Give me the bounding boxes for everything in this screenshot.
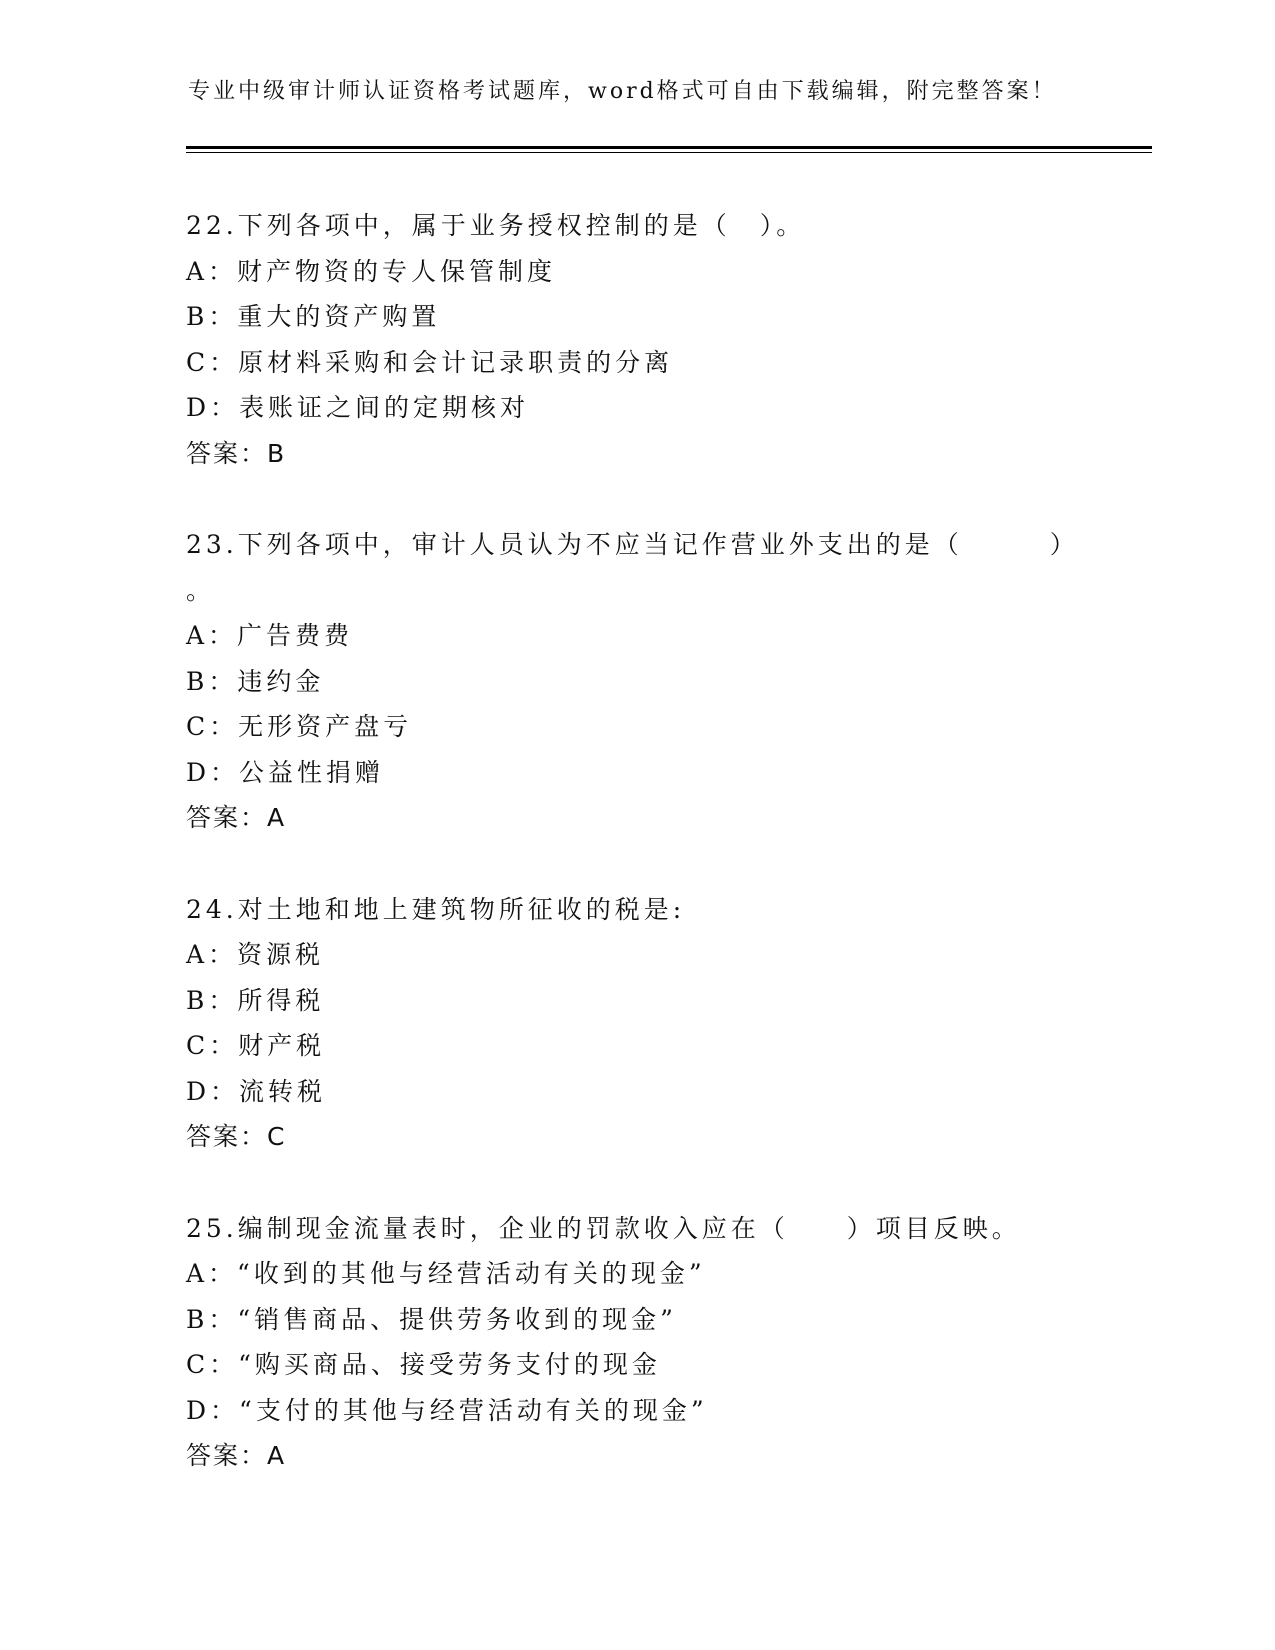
- option-c: C：财产税: [186, 1031, 326, 1060]
- header-divider: [186, 146, 1152, 153]
- question-25: [186, 1206, 1146, 1479]
- option-a: A：“收到的其他与经营活动有关的现金”: [186, 1259, 706, 1288]
- option-b: B：违约金: [186, 666, 325, 696]
- question-24: [186, 887, 1146, 1160]
- option-a: A：广告费费: [186, 621, 354, 650]
- header-text: 专业中级审计师认证资格考试题库，word格式可自由下载编辑，附完整答案！: [188, 79, 1057, 104]
- option-b: B：“销售商品、提供劳务收到的现金”: [186, 1304, 677, 1334]
- question-stem: 24.对土地和地上建筑物所征收的税是:: [186, 894, 686, 924]
- answer-label: 答案：A: [186, 1441, 287, 1470]
- option-a: A：财产物资的专人保管制度: [186, 256, 557, 286]
- answer-label: 答案：A: [186, 803, 287, 832]
- option-d: D：流转税: [186, 1076, 327, 1106]
- option-b: B：重大的资产购置: [186, 302, 441, 331]
- option-c: C：原材料采购和会计记录职责的分离: [186, 347, 674, 377]
- question-stem-continuation: 。: [186, 575, 216, 605]
- question-stem: 25.编制现金流量表时，企业的罚款收入应在（ ）项目反映。: [186, 1213, 1021, 1243]
- option-c: C：“购买商品、接受劳务支付的现金: [186, 1350, 661, 1379]
- question-list: [186, 203, 1146, 1525]
- option-d: D：表账证之间的定期核对: [186, 393, 530, 422]
- question-22: [186, 203, 1146, 476]
- question-23: [186, 522, 1146, 841]
- question-stem: 23.下列各项中，审计人员认为不应当记作营业外支出的是（ ）: [186, 530, 1079, 559]
- question-stem: 22.下列各项中，属于业务授权控制的是（ ）。: [186, 211, 806, 240]
- option-d: D：“支付的其他与经营活动有关的现金”: [186, 1395, 708, 1425]
- option-d: D：公益性捐赠: [186, 757, 385, 787]
- answer-label: 答案：B: [186, 438, 287, 468]
- answer-label: 答案：C: [186, 1122, 287, 1151]
- option-a: A：资源税: [186, 940, 325, 969]
- option-b: B：所得税: [186, 985, 325, 1015]
- option-c: C：无形资产盘亏: [186, 712, 413, 741]
